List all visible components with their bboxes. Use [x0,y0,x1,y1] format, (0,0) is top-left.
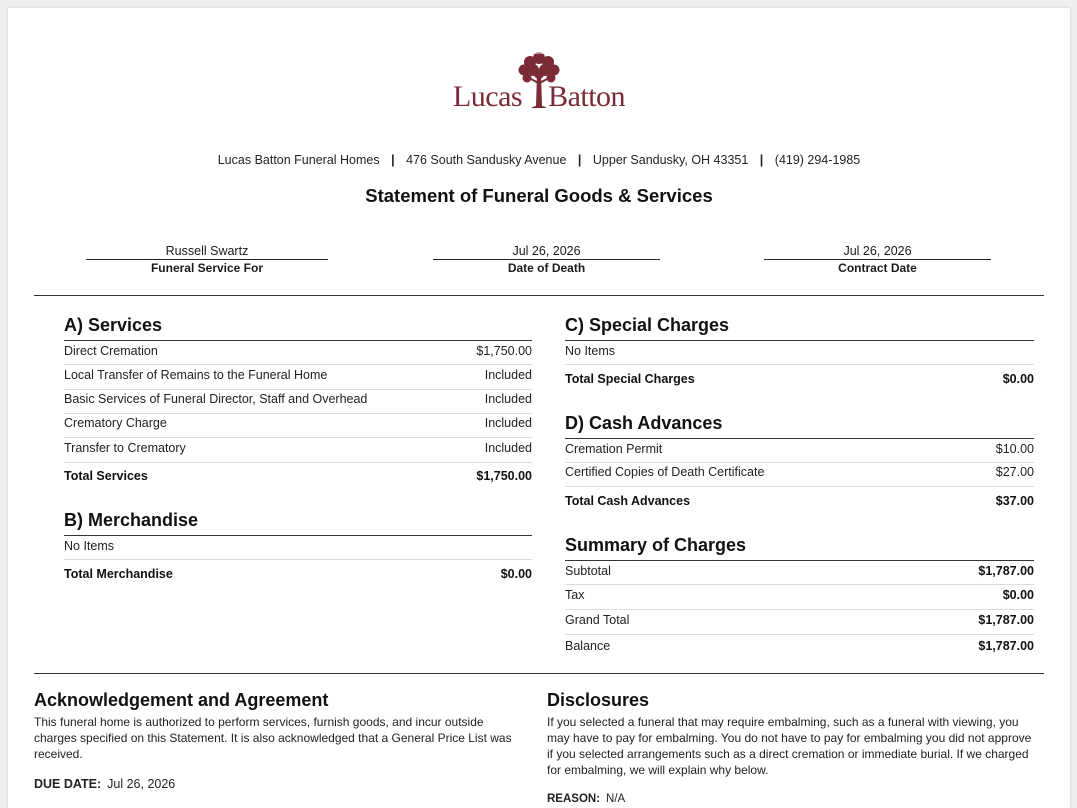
total-label: Total Special Charges [565,372,695,386]
line-item [64,340,532,365]
due-date-label: DUE DATE: [34,777,102,791]
summary-label: Tax [565,588,585,602]
divider [34,673,1044,674]
line-item-amount: $27.00 [995,465,1034,479]
services-total [64,462,532,487]
total-label: Total Services [64,469,148,483]
summary-label: Balance [565,639,611,653]
field-contract-date [764,244,991,275]
cash-advances-heading: D) Cash Advances [565,413,723,433]
contract-date-value: Jul 26, 2026 [764,244,991,260]
total-amount: $0.00 [500,567,532,581]
divider [34,295,1044,296]
acknowledgement-text: This funeral home is authorized to perform services, furnish goods, and incur outside charges specified on this Statement. It is also acknowledged that a General Price List was received. [34,715,512,761]
line-item-name: No Items [64,539,115,553]
field-service-for [86,244,328,275]
summary-amount: $1,787.00 [978,613,1034,627]
field-date-of-death [433,244,660,275]
business-address: 476 South Sandusky Avenue [406,153,567,167]
total-label: Total Merchandise [64,567,173,581]
disclosures-heading: Disclosures [547,690,650,710]
line-item [565,438,1034,463]
line-item [64,365,532,390]
business-name: Lucas Batton Funeral Homes [217,153,380,167]
special-charges-total [565,365,1034,390]
line-item-amount: Included [484,368,532,382]
acknowledgement-heading: Acknowledgement and Agreement [34,690,329,710]
line-item [565,462,1034,487]
total-label: Total Cash Advances [565,494,691,508]
separator: | [759,153,764,167]
disclosures-text: If you selected a funeral that may require embalming, such as a funeral with viewing, you may have to pay for embalming. You do not have to pay for embalming you did not approve if you selected arrangements such as a direct cremation or immediate burial. If we charged for embalming, we will explain why below. [547,715,1032,777]
line-item-amount: $10.00 [995,442,1034,456]
line-item-amount: $1,750.00 [476,344,532,358]
summary-amount: $1,787.00 [978,639,1034,653]
logo-word-lucas: Lucas [452,80,523,113]
reason-label: REASON: [547,793,601,805]
services-heading: A) Services [64,315,163,335]
statement-page [8,8,1070,808]
reason-value: N/A [606,793,626,805]
total-amount: $1,750.00 [476,469,532,483]
line-item [64,413,532,438]
date-of-death-value: Jul 26, 2026 [433,244,660,260]
reason [547,793,625,805]
summary-label: Subtotal [565,564,611,578]
merchandise-heading: B) Merchandise [64,510,199,530]
logo-word-batton: Batton [548,80,626,113]
summary-row [565,560,1034,585]
line-item-name: Cremation Permit [565,442,663,456]
summary-row [565,585,1034,610]
total-amount: $0.00 [1002,372,1034,386]
line-item-amount: Included [484,392,532,406]
summary-row [565,610,1034,635]
summary-row [565,636,1034,661]
summary-amount: $0.00 [1002,588,1034,602]
line-item [64,438,532,463]
due-date-value: Jul 26, 2026 [107,777,176,791]
business-city: Upper Sandusky, OH 43351 [592,153,749,167]
line-item [64,535,532,560]
line-item-name: Local Transfer of Remains to the Funeral Home [64,368,328,382]
contact-line [8,153,1070,167]
due-date [34,777,175,791]
line-item [565,340,1034,365]
separator: | [577,153,582,167]
line-item-name: Basic Services of Funeral Director, Staff and Overhead [64,392,368,406]
total-amount: $37.00 [995,494,1034,508]
business-phone: (419) 294-1985 [774,153,861,167]
line-item-name: Crematory Charge [64,416,167,430]
service-for-value: Russell Swartz [86,244,328,260]
summary-heading: Summary of Charges [565,535,747,555]
special-charges-heading: C) Special Charges [565,315,730,335]
line-item-amount: Included [484,416,532,430]
line-item-name: No Items [565,344,616,358]
separator: | [391,153,395,167]
document-title: Statement of Funeral Goods & Services [365,185,713,206]
line-item-name: Transfer to Crematory [64,441,186,455]
line-item-name: Direct Cremation [64,344,158,358]
cash-advances-total [565,487,1034,512]
service-for-label: Funeral Service For [150,261,264,275]
line-item-name: Certified Copies of Death Certificate [565,465,765,479]
summary-label: Grand Total [565,613,630,627]
line-item [64,389,532,414]
merchandise-total [64,560,532,585]
line-item-amount: Included [484,441,532,455]
summary-amount: $1,787.00 [978,564,1034,578]
logo-wordmark [8,80,1070,114]
contract-date-label: Contract Date [838,261,917,275]
date-of-death-label: Date of Death [507,261,586,275]
